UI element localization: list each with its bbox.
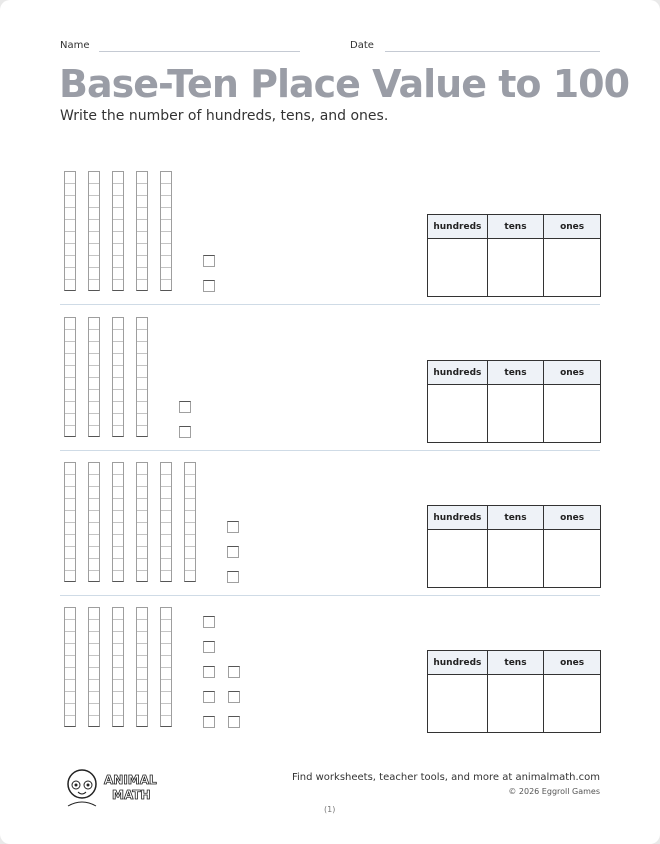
tens-answer-cell[interactable] [487,239,544,297]
place-value-table [427,360,601,443]
ones-cube [227,571,239,583]
header-tens: tens [487,215,544,239]
ones-answer-cell[interactable] [544,530,601,588]
name-field[interactable] [99,51,300,52]
tens-rod [160,462,172,582]
ones-cube [203,616,215,628]
svg-text:MATH: MATH [112,788,151,802]
tens-rod [136,171,148,291]
instructions: Write the number of hundreds, tens, and ones. [60,108,389,124]
place-value-table [427,505,601,588]
ones-cube [203,666,215,678]
header-ones: ones [544,651,601,675]
tens-rod [112,607,124,727]
place-value-table [427,214,601,297]
ones-cube [203,716,215,728]
tens-rod [160,171,172,291]
page-number: (1) [324,805,336,814]
header-ones: ones [544,361,601,385]
svg-text:ANIMAL: ANIMAL [104,773,157,787]
tens-answer-cell[interactable] [487,675,544,733]
header-hundreds: hundreds [428,506,488,530]
tens-rod [64,462,76,582]
tens-rod [112,171,124,291]
tens-rod [184,462,196,582]
ones-cube [228,666,240,678]
tens-rod [64,171,76,291]
place-value-table [427,650,601,733]
ones-cube [227,521,239,533]
ones-cube [228,691,240,703]
name-label: Name [60,40,90,51]
header-tens: tens [487,651,544,675]
tens-rod [136,462,148,582]
hundreds-answer-cell[interactable] [428,385,488,443]
header-hundreds: hundreds [428,361,488,385]
header-hundreds: hundreds [428,215,488,239]
date-field[interactable] [385,51,600,52]
ones-cube [203,255,215,267]
hundreds-answer-cell[interactable] [428,530,488,588]
ones-cube [179,426,191,438]
animal-math-logo [60,762,170,810]
divider [60,595,600,596]
header-ones: ones [544,506,601,530]
tens-rod [88,317,100,437]
divider [60,304,600,305]
tens-rod [88,171,100,291]
ones-answer-cell[interactable] [544,385,601,443]
tens-answer-cell[interactable] [487,530,544,588]
tens-rod [88,462,100,582]
tens-rod [136,607,148,727]
footer-link[interactable]: Find worksheets, teacher tools, and more at animalmath.com [291,772,600,783]
tens-rod [64,317,76,437]
tens-rod [88,607,100,727]
tens-rod [112,317,124,437]
ones-answer-cell[interactable] [544,239,601,297]
ones-cube [203,280,215,292]
tens-rod [160,607,172,727]
ones-cube [203,641,215,653]
tens-rod [112,462,124,582]
header-tens: tens [487,506,544,530]
header-hundreds: hundreds [428,651,488,675]
copyright: © 2026 Eggroll Games [508,787,600,796]
tens-rod [136,317,148,437]
hundreds-answer-cell[interactable] [428,239,488,297]
tens-rod [64,607,76,727]
tens-answer-cell[interactable] [487,385,544,443]
ones-cube [203,691,215,703]
ones-cube [179,401,191,413]
page-title: Base-Ten Place Value to 100 [59,62,630,106]
date-label: Date [350,40,374,51]
header-ones: ones [544,215,601,239]
divider [60,450,600,451]
ones-cube [228,716,240,728]
ones-cube [227,546,239,558]
ones-answer-cell[interactable] [544,675,601,733]
header-tens: tens [487,361,544,385]
hundreds-answer-cell[interactable] [428,675,488,733]
